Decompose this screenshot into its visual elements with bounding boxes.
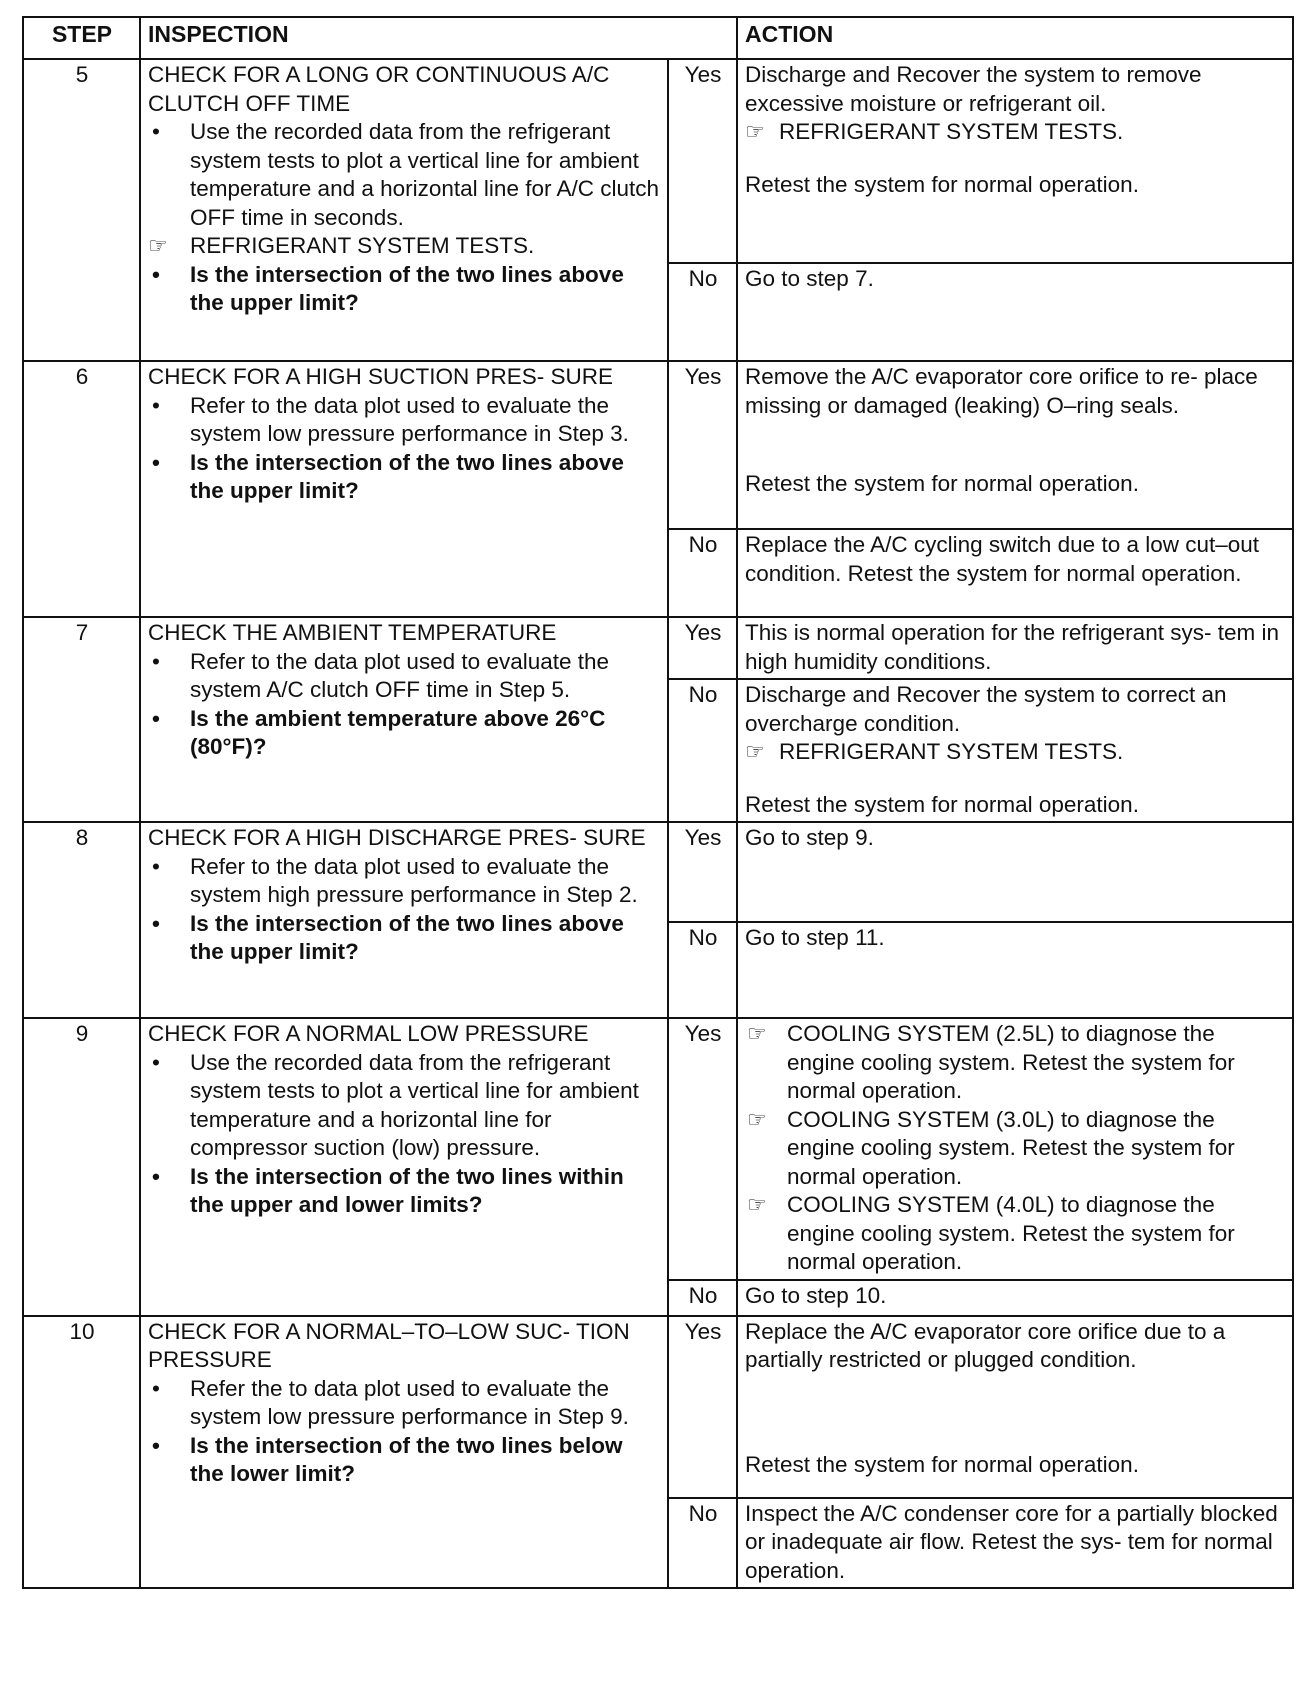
header-step: STEP xyxy=(23,17,140,59)
step-number: 7 xyxy=(23,617,140,822)
yes-label: Yes xyxy=(668,822,737,922)
no-label: No xyxy=(668,1498,737,1589)
reference-link[interactable]: ☞ REFRIGERANT SYSTEM TESTS. xyxy=(745,118,1286,147)
header-inspection: INSPECTION xyxy=(140,17,737,59)
step-10-row-yes xyxy=(23,1316,1293,1498)
inspection-cell xyxy=(140,1316,668,1589)
retest-note: Retest the system for normal operation. xyxy=(745,791,1139,817)
no-action: Go to step 7. xyxy=(737,263,1293,361)
no-label: No xyxy=(668,922,737,1018)
no-action: Go to step 10. xyxy=(737,1280,1293,1316)
retest-note: Retest the system for normal operation. xyxy=(745,171,1139,197)
step-7-row-yes xyxy=(23,617,1293,679)
yes-action-cell xyxy=(737,361,1293,529)
diagnostic-table xyxy=(22,16,1294,1589)
inspection-cell xyxy=(140,59,668,361)
no-label: No xyxy=(668,529,737,617)
step-8-row-yes xyxy=(23,822,1293,922)
yes-label: Yes xyxy=(668,1316,737,1498)
no-label: No xyxy=(668,679,737,822)
inspection-bullet: • Use the recorded data from the refrigerant system tests to plot a vertical line for ambient temperature and a horizontal line for compressor suction (low) pressure. xyxy=(148,1049,661,1163)
yes-label: Yes xyxy=(668,1018,737,1280)
inspection-title: CHECK FOR A HIGH SUCTION PRES- SURE xyxy=(148,364,614,389)
yes-label: Yes xyxy=(668,361,737,529)
yes-action-cell xyxy=(737,1316,1293,1498)
inspection-title: CHECK FOR A NORMAL LOW PRESSURE xyxy=(148,1021,589,1046)
inspection-bullet: • Refer to the data plot used to evaluate the system A/C clutch OFF time in Step 5. xyxy=(148,648,661,705)
step-9-row-yes xyxy=(23,1018,1293,1280)
inspection-title: CHECK FOR A NORMAL–TO–LOW SUC- TION PRESSURE xyxy=(148,1318,630,1372)
inspection-title: CHECK FOR A LONG OR CONTINUOUS A/C CLUTCH OFF TIME xyxy=(148,62,610,116)
inspection-bullet: • Refer the to data plot used to evaluate the system low pressure performance in Step 9. xyxy=(148,1375,661,1432)
yes-action: This is normal operation for the refrigerant sys- tem in high humidity conditions. xyxy=(737,617,1293,679)
reference-link[interactable]: ☞ REFRIGERANT SYSTEM TESTS. xyxy=(148,232,661,261)
yes-action: Go to step 9. xyxy=(737,822,1293,922)
no-label: No xyxy=(668,263,737,361)
reference-link[interactable]: ☞ COOLING SYSTEM (4.0L) to diagnose the engine cooling system. Retest the system for normal operation. xyxy=(745,1191,1286,1277)
no-action: Inspect the A/C condenser core for a partially blocked or inadequate air flow. Retest the sys- tem for normal operation. xyxy=(737,1498,1293,1589)
inspection-question: • Is the intersection of the two lines above the upper limit? xyxy=(148,449,661,506)
yes-action: Replace the A/C evaporator core orifice due to a partially restricted or plugged condition. xyxy=(745,1318,1226,1372)
yes-action-cell xyxy=(737,1018,1293,1280)
reference-link[interactable]: ☞ COOLING SYSTEM (2.5L) to diagnose the engine cooling system. Retest the system for normal operation. xyxy=(745,1020,1286,1106)
no-action: Go to step 11. xyxy=(737,922,1293,1018)
inspection-bullet: • Use the recorded data from the refrigerant system tests to plot a vertical line for ambient temperature and a horizontal line for A/C clutch OFF time in seconds. xyxy=(148,118,661,232)
reference-link[interactable]: ☞ REFRIGERANT SYSTEM TESTS. xyxy=(745,738,1286,767)
yes-action: Discharge and Recover the system to remove excessive moisture or refrigerant oil. xyxy=(745,62,1202,116)
inspection-bullet: • Refer to the data plot used to evaluate the system high pressure performance in Step 2. xyxy=(148,853,661,910)
step-number: 8 xyxy=(23,822,140,1018)
inspection-cell xyxy=(140,617,668,822)
inspection-question: • Is the intersection of the two lines within the upper and lower limits? xyxy=(148,1163,661,1220)
inspection-question: • Is the ambient temperature above 26°C (80°F)? xyxy=(148,705,661,762)
yes-action: Remove the A/C evaporator core orifice to re- place missing or damaged (leaking) O–ring seals. xyxy=(745,364,1258,418)
reference-link[interactable]: ☞ COOLING SYSTEM (3.0L) to diagnose the engine cooling system. Retest the system for normal operation. xyxy=(745,1106,1286,1192)
header-action: ACTION xyxy=(737,17,1293,59)
retest-note: Retest the system for normal operation. xyxy=(745,471,1139,496)
header-row xyxy=(23,17,1293,59)
step-number: 5 xyxy=(23,59,140,361)
yes-action-cell xyxy=(737,59,1293,263)
inspection-cell xyxy=(140,822,668,1018)
step-number: 9 xyxy=(23,1018,140,1316)
inspection-bullet: • Refer to the data plot used to evaluate the system low pressure performance in Step 3. xyxy=(148,392,661,449)
inspection-title: CHECK FOR A HIGH DISCHARGE PRES- SURE xyxy=(148,825,646,850)
yes-label: Yes xyxy=(668,617,737,679)
no-action: Replace the A/C cycling switch due to a low cut–out condition. Retest the system for normal operation. xyxy=(737,529,1293,617)
retest-note: Retest the system for normal operation. xyxy=(745,1451,1139,1477)
inspection-question: • Is the intersection of the two lines below the lower limit? xyxy=(148,1432,661,1489)
yes-label: Yes xyxy=(668,59,737,263)
inspection-cell xyxy=(140,1018,668,1316)
inspection-title: CHECK THE AMBIENT TEMPERATURE xyxy=(148,620,557,645)
step-number: 6 xyxy=(23,361,140,617)
step-6-row-yes xyxy=(23,361,1293,529)
inspection-cell xyxy=(140,361,668,617)
no-action: Discharge and Recover the system to correct an overcharge condition. xyxy=(745,682,1227,736)
step-number: 10 xyxy=(23,1316,140,1589)
no-label: No xyxy=(668,1280,737,1316)
inspection-question: • Is the intersection of the two lines above the upper limit? xyxy=(148,261,661,318)
inspection-question: • Is the intersection of the two lines above the upper limit? xyxy=(148,910,661,967)
no-action-cell xyxy=(737,679,1293,822)
step-5-row-yes xyxy=(23,59,1293,263)
